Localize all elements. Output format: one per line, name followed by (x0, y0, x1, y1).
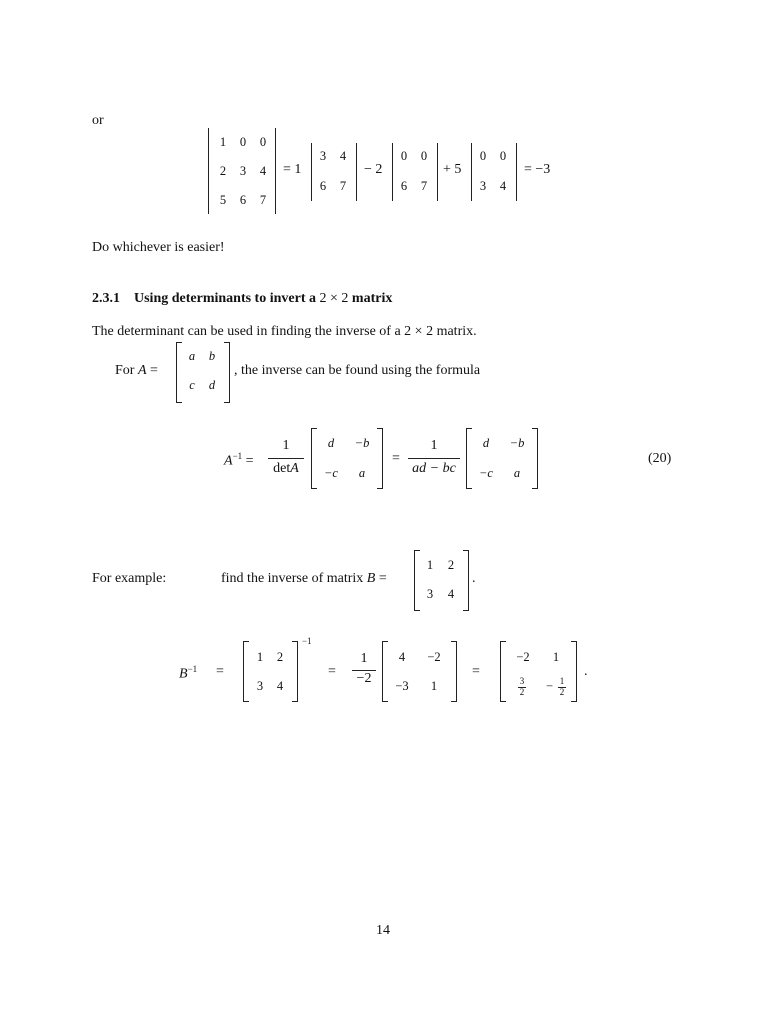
formula-lhs (224, 451, 254, 470)
det-cell: 0 (259, 135, 267, 149)
det-op2: − 2 (364, 162, 383, 177)
calc-m2-cell: 4 (398, 650, 406, 664)
calc-m1-bracket-left (243, 641, 249, 702)
example-text-body: find the inverse of matrix (221, 571, 364, 586)
matrix-b-cell: 3 (426, 587, 434, 601)
calc-m3-frac2-sign: − (546, 679, 554, 693)
formula-m1-cell: d (327, 436, 335, 450)
formula-eq: = (245, 453, 254, 469)
minor1-cell: 7 (339, 179, 347, 193)
calc-m2-cell: −3 (395, 679, 409, 693)
var-a: A (137, 363, 147, 378)
frac2-denominator: ad − bc (412, 461, 456, 476)
intro-or: or (92, 113, 104, 128)
det-bar-left (208, 128, 209, 214)
example-text (221, 571, 387, 587)
calc-eq1: = (216, 664, 224, 679)
section-title-post: matrix (351, 291, 393, 306)
for-a-label (115, 363, 158, 379)
for-a-eq: = (150, 363, 158, 378)
calc-end: . (584, 664, 588, 679)
frac1-numerator: 1 (282, 438, 290, 453)
minor1-cell: 4 (339, 149, 347, 163)
calc-m2-cell: 1 (430, 679, 438, 693)
minor3-cell: 0 (499, 149, 507, 163)
frac1-den-var: A (290, 461, 299, 476)
calc-m3-frac1-numerator: 3 (519, 676, 525, 686)
det-cell: 0 (239, 135, 247, 149)
equation-number: (20) (648, 451, 672, 466)
section-title-math: 2 × 2 (319, 291, 349, 306)
paragraph-1-pre: The determinant can be used in finding the inverse of a (92, 324, 401, 339)
calc-m1-cell: 4 (276, 679, 284, 693)
formula-m1-cell: −b (354, 436, 370, 450)
matrix-a-cell: b (208, 349, 216, 363)
formula-m2-cell: d (482, 436, 490, 450)
frac1-den-pre: det (273, 461, 291, 476)
minor1-bar-right (356, 143, 357, 201)
minor2-bar-right (437, 143, 438, 201)
calc-m3-bracket-left (500, 641, 506, 702)
minor3-cell: 4 (499, 179, 507, 193)
det-cell: 4 (259, 164, 267, 178)
minor3-cell: 3 (479, 179, 487, 193)
section-title-pre: Using determinants to invert a (134, 291, 316, 306)
matrix-a-bracket-left (176, 342, 182, 403)
det-cell: 7 (259, 193, 267, 207)
calc-lhs-base: B (179, 666, 188, 682)
det-eq1: = 1 (283, 162, 302, 177)
calc-m3-frac2-numerator: 1 (559, 676, 565, 686)
calc-m2-bracket-left (382, 641, 388, 702)
calc-m1-cell: 3 (256, 679, 264, 693)
var-b: B (366, 571, 376, 586)
calc-lhs-sup: −1 (187, 664, 198, 674)
calc-m2-bracket-right (451, 641, 457, 702)
matrix-a-cell: c (189, 378, 195, 392)
paragraph-1-math: 2 × 2 (404, 324, 434, 339)
formula-eq2: = (392, 451, 400, 466)
minor2-bar-left (392, 143, 393, 201)
minor1-cell: 6 (319, 179, 327, 193)
minor3-bar-left (471, 143, 472, 201)
paragraph-1-post: matrix. (436, 324, 477, 339)
minor2-cell: 6 (400, 179, 408, 193)
det-op3: + 5 (443, 162, 462, 177)
example-label: For example: (92, 571, 167, 586)
minor2-cell: 7 (420, 179, 428, 193)
formula-m2-bracket-right (532, 428, 538, 489)
formula-lhs-base: A (224, 453, 233, 469)
page-number: 14 (376, 923, 390, 938)
calc-eq3: = (472, 664, 480, 679)
formula-m2-cell: a (513, 466, 521, 480)
det-cell: 1 (219, 135, 227, 149)
matrix-b-cell: 4 (447, 587, 455, 601)
formula-m1-cell: −c (324, 466, 338, 480)
calc-m3-cell: −2 (516, 650, 530, 664)
example-eq: = (378, 571, 387, 586)
minor1-bar-left (311, 143, 312, 201)
det-cell: 6 (239, 193, 247, 207)
section-heading (92, 291, 392, 307)
calc-m1-sup: −1 (302, 636, 312, 646)
for-a-pre: For (115, 363, 135, 378)
calc-m1-cell: 2 (276, 650, 284, 664)
easier-note: Do whichever is easier! (92, 240, 225, 255)
minor3-bar-right (516, 143, 517, 201)
det-cell: 3 (239, 164, 247, 178)
formula-m2-cell: −c (479, 466, 493, 480)
section-number: 2.3.1 (92, 291, 120, 306)
matrix-b-bracket-left (414, 550, 420, 611)
calc-m1-cell: 1 (256, 650, 264, 664)
matrix-b-bracket-right (463, 550, 469, 611)
minor2-cell: 0 (420, 149, 428, 163)
matrix-b-cell: 1 (426, 558, 434, 572)
calc-frac-numerator: 1 (360, 651, 368, 666)
calc-m1-bracket-right (292, 641, 298, 702)
calc-m2-cell: −2 (427, 650, 441, 664)
calc-lhs (179, 664, 197, 683)
formula-m1-cell: a (358, 466, 366, 480)
formula-m2-bracket-left (466, 428, 472, 489)
paragraph-1 (92, 324, 477, 340)
calc-eq2: = (328, 664, 336, 679)
matrix-b-cell: 2 (447, 558, 455, 572)
det-cell: 5 (219, 193, 227, 207)
formula-m1-bracket-right (377, 428, 383, 489)
det-cell: 2 (219, 164, 227, 178)
for-a-post: , the inverse can be found using the formula (234, 363, 481, 378)
formula-m1-bracket-left (311, 428, 317, 489)
minor1-cell: 3 (319, 149, 327, 163)
formula-m2-cell: −b (509, 436, 525, 450)
det-result: = −3 (524, 162, 551, 177)
frac2-numerator: 1 (430, 438, 438, 453)
calc-m3-bracket-right (571, 641, 577, 702)
calc-m3-frac2-denominator: 2 (559, 687, 565, 697)
example-end: . (472, 571, 476, 586)
matrix-a-cell: a (188, 349, 196, 363)
frac2-bar (408, 458, 460, 459)
det-bar-right (275, 128, 276, 214)
formula-lhs-sup: −1 (232, 451, 243, 461)
calc-m3-frac1-denominator: 2 (519, 687, 525, 697)
minor3-cell: 0 (479, 149, 487, 163)
minor2-cell: 0 (400, 149, 408, 163)
matrix-a-bracket-right (224, 342, 230, 403)
calc-frac-denominator: −2 (356, 671, 372, 686)
frac1-denominator (266, 461, 306, 477)
matrix-a-cell: d (208, 378, 216, 392)
calc-m3-cell: 1 (552, 650, 560, 664)
frac1-bar (268, 458, 304, 459)
